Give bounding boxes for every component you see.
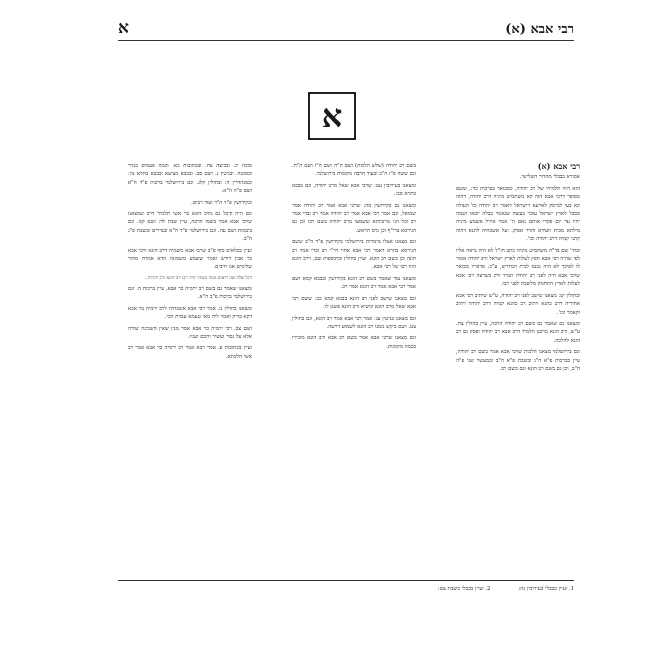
- paragraph-note: דכל אלה אנו רואים כמה בעיניו היה רבו רב הונא ורב יהודה.: [146, 275, 252, 281]
- paragraph: ומצאנו בחולין נז. אמר רבי אבא אשכחיה לרב ירמיה בר אבא דקא בדיק ואמר ליה מאי טעמא עבדת הכי.: [128, 305, 252, 321]
- paragraph: ומצאנו שאמר גם בשם רב ירמיה בר אבא, עיין ברכות ה. וגם בירושלמי ברכות פ"ב ה"א.: [128, 285, 252, 301]
- text-column-middle: [292, 162, 416, 354]
- entry-heading: רבי אבא (א): [537, 161, 580, 171]
- paragraph: הוא היה תלמידו של רב יהודה, כמבואר בברכות כד:, ששם מסופר דרבי אבא הוה קא משתמיט מיניה דרב יהודה, דהוה קא בעי למיסק לארעא דישראל דאמר רב יהודה כל העולה מבבל לארץ ישראל עובר בעשה שנאמר בבלה יובאו ושמה יהיו עד יום פקדי אותם נאם ה' אמר איזיל אשמע מיניה מילתא מבית וועידא והדר אפיק. ועל אשכחיה לתנא דהוה קתני קמיה דרב יהודה וכו'.: [456, 185, 580, 243]
- paragraph: ומצאנו גם בקידושין מה: שרבי אבא אמר רב יהודה אמר שמואל, וגם אמר רבי אבא אמר רב יהודה אמר רב זבדי אמר רב וכל הני מרבוותא ששמעו מרב יהודה בשם רבו וכן גם הגירסא ברי"ף וכן גרס הראש.: [292, 202, 416, 234]
- paragraph: ומצאנו גם שאמר גם בשם רב יהודה הרבה, עיין בחולין צח. ע"ש, ורב הונא מרבנן תלמיד דרב אבא רב יהודה ופסק גם רב הונא להלכה.: [456, 320, 580, 344]
- paragraph: אמורא בבבלי מהדור השלישי.: [519, 174, 580, 181]
- footnotes: [118, 580, 574, 592]
- paragraph: סוכה יג: ובביצה צח. ובכתובות כא. וכמה פעמים בנזיר ובסוטה. ובגיטין נ. ושם סב. ובבבא מציעא ובבבא בתרא נה: ובסנהדרין ה: ובחולין קלג. וגם בירושלמי ברכות פ"ד ה"א ושם פ"ה ה"א.: [128, 163, 252, 195]
- paragraph: וגם מצאנו אצלו מימרות בירושלמי בקידושין פ"ד ה"ב ששם הגירסא בהרא דאמר רבי אבא אחוי דר"י רב זבדי אמר רב חונה וכן בשם רב הונא. ועיין בחולין ובתוספות שם, דרב הונא הוה רבו של רבי אבא.: [292, 239, 416, 271]
- paragraph: וגם בירושלמי מצאנו הלכות שרבי אבא אמר בשם רב יהודה, עיין בברכות פ"א ה"ג ובשבת פ"א ה"ב ובמעשר שני פ"ה ה"ב, וכן גם בשם רב הונא וגם בשם רב.: [456, 349, 580, 372]
- paragraph: ובחולין יט: מצאנו שישב לפני רב יהודה, ע"ש שיתיב רבי אבא אחוריה דרב כהנא ויתיב רב כהנא קמיה דרב יהודה ויתיב וקאמר וכו'.: [456, 292, 580, 316]
- paragraph: וגם מצאנו בגיטין עג: אמר רבי אבא אמר רב הונא, וגם בחולין צט. ושם ביקש ממנו רב הונא לשמוע דרשה.: [292, 315, 416, 330]
- text-column-right: [456, 162, 580, 376]
- footnote: 1. ועיין בבבלי בעירובין נה:: [518, 586, 574, 592]
- paragraph: ומצאנו עוד שאמר בשם רב הונא בקידושין ובבבא קמא ושם אמר רבי אבא אמר רב הונא אמר רב.: [292, 275, 416, 291]
- paragraph: ובחי' שם בד"ה משתמיט מיניה כתב חו"ל לא היה נראה אליו לפי שהיה רבי אבא חפץ לעלות לארץ ישראל ורב יהודה אומר לו לפיכך לא היה נכנס לבית המדרש, ע"כ. מדבריו מבואר שרבי אבא היה לפני רב יהודה תמיד ורק בשרצה רבי אבא לעלות לארץ התחמק מלשבת לפני רבו.: [456, 247, 580, 288]
- paragraph: ועיין בכלאים סוף פ"ב שרבי אבא משמיה דרב הונא ורבי אבא בר אבין דורש ואמר ששמע משמונה הדא אמרה מהור שלימים אנו חיבים.: [128, 247, 252, 271]
- text-column-left: [128, 162, 252, 364]
- paragraph: ועיין בכתובות פ. אמר רבא אמר רב ירמיה בר אבא אמר רב אשי הלכתא.: [128, 345, 252, 360]
- paragraph: וגם מצאנו שישב לפני רב הונא בבבא קמא כב: ששם רבי אבא שאל מרב הונא קושיא ורב הונא פשט לו.: [292, 295, 416, 311]
- page-header: [118, 14, 574, 41]
- paragraph: וגם מצאנו שרבי אבא אמר בשם רב אבא ורב הונא מזכירו בכמה מקומות.: [292, 335, 416, 350]
- paragraph: ושם צב. רבי ירמיה בר אבא אמר מנין שאין השכינה שורה אלא על גבור ועשיר וחכם ועניו.: [128, 325, 252, 340]
- paragraph: ומצאנו בעירובין עט: שרבי אבא שאל מרב יהודה, וגם בבבא בתרא סב:.: [292, 182, 416, 198]
- paragraph: בשם רב יהודה (שלש הלכות) ושם ה"ה ושם ה"ז ושם ה"ח. וגם ששה פ"ז ה"ב ובעוד הרבה מקומות בירושלמי.: [292, 163, 416, 178]
- chapter-letter-box: א: [308, 92, 356, 140]
- paragraph: וגם היה קיבל גם מרב הונא בר אשי תלמיד דרב שמצאנו שרבי אבא אמר בשמו הרבה, עיין שבת לד: ושם קמ. וגם ביבמות ושם עה. וגם בירושלמי פ"ד ה"א ובנדרים ובשבת פ"ג ה"ב.: [128, 211, 252, 243]
- footnote: 2. ועיין בבבלי בשבת צט:: [437, 586, 491, 592]
- running-title: רבי אבא (א): [505, 22, 574, 37]
- page-letter: א: [118, 18, 129, 38]
- paragraph: ובקידושין פ"ד ה"ד ועוד רבים.: [191, 199, 252, 206]
